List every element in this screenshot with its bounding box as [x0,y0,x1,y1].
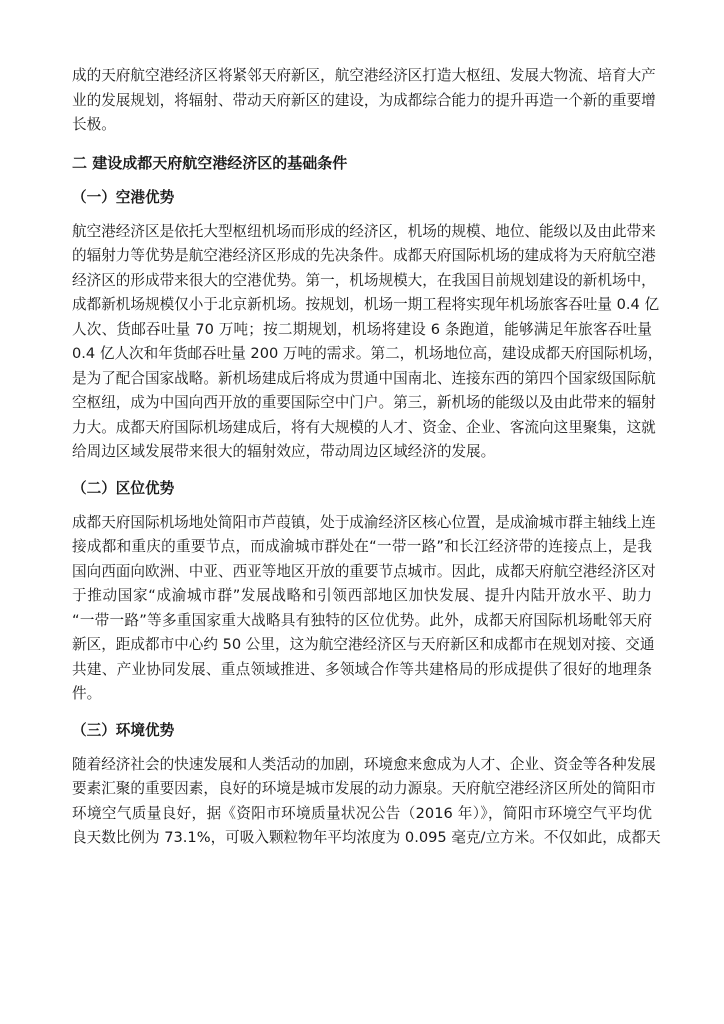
text-line: 人次、货邮吞吐量 70 万吨；按二期规划，机场将建设 6 条跑道，能够满足年旅客吞吐量 [72,320,652,338]
text-line: 成都新机场规模仅小于北京新机场。按规划，机场一期工程将实现年机场旅客吞吐量 0.4 亿 [72,296,660,313]
location-advantage-paragraph [72,511,656,707]
airport-advantage-paragraph [72,220,663,465]
text-line: 环境空气质量良好，据《资阳市环境质量状况公告（2016 年）》，简阳市环境空气平均优 [72,804,652,822]
text-line: 件。 [72,685,102,702]
text-line: 长极。 [72,116,116,133]
text-line: 给周边区域发展带来很大的辐射效应，带动周边区域经济的发展。 [72,443,496,460]
text-line: 空枢纽，成为中国向西开放的重要国际空中门户。第三，新机场的能级以及由此带来的辐射 [72,394,656,411]
text-line: “一带一路”等多重国家重大战略具有独特的区位优势。此外，成都天府国际机场毗邻天府 [72,611,652,629]
text-line: 业的发展规划，将辐射、带动天府新区的建设，为成都综合能力的提升再造一个新的重要增 [72,91,656,109]
text-line: 随着经济社会的快速发展和人类活动的加剧，环境愈来愈成为人才、企业、资金等各种发展 [72,755,656,773]
text-line: 成的天府航空港经济区将紧邻天府新区，航空港经济区打造大枢纽、发展大物流、培育大产 [72,67,656,84]
text-line: 是为了配合国家战略。新机场建成后将成为贯通中国南北、连接东西的第四个国家级国际航 [72,369,656,387]
text-line: 接成都和重庆的重要节点，而成渝城市群处在“一带一路”和长江经济带的连接点上，是我 [72,538,652,555]
text-line: 成都天府国际机场地处简阳市芦葭镇，处于成渝经济区核心位置，是成渝城市群主轴线上连 [72,513,656,531]
text-line: 航空港经济区是依托大型枢纽机场而形成的经济区，机场的规模、地位、能级以及由此带来 [72,222,656,240]
text-line: 共建、产业协同发展、重点领域推进、多领域合作等共建格局的形成提供了很好的地理条 [72,660,652,678]
text-line: 的辐射力等优势是航空港经济区形成的先决条件。成都天府国际机场的建成将为天府航空港 [72,247,656,264]
text-line: 于推动国家“成渝城市群”发展战略和引领西部地区加快发展、提升内陆开放水平、助力 [72,587,652,604]
section-heading: 二 建设成都天府航空港经济区的基础条件 [72,153,348,172]
subsection-heading-airport: （一）空港优势 [72,188,175,206]
text-line: 新区，距成都市中心约 50 公里，这为航空港经济区与天府新区和成都市在规划对接、交通 [72,636,655,653]
subsection-heading-environment: （三）环境优势 [72,721,175,739]
text-line: 力大。成都天府国际机场建成后，将有大规模的人才、资金、企业、客流向这里聚集，这就 [72,418,656,436]
document-body [72,64,663,851]
subsection-heading-location: （二）区位优势 [72,479,175,497]
text-line: 经济区的形成带来很大的空港优势。第一，机场规模大，在我国目前规划建设的新机场中， [72,271,656,289]
text-line: 要素汇聚的重要因素，良好的环境是城市发展的动力源泉。天府航空港经济区所处的简阳市 [72,780,656,797]
intro-paragraph [72,64,656,138]
environment-advantage-paragraph [72,753,661,851]
text-line: 0.4 亿人次和年货邮吞吐量 200 万吨的需求。第二，机场地位高，建设成都天府国际机场， [72,345,663,362]
text-line: 国向西面向欧洲、中亚、西亚等地区开放的重要节点城市。因此，成都天府航空港经济区对 [72,562,656,580]
text-line: 良天数比例为 73.1%，可吸入颗粒物年平均浓度为 0.095 毫克/立方米。不仅如此，成都天 [72,829,661,846]
